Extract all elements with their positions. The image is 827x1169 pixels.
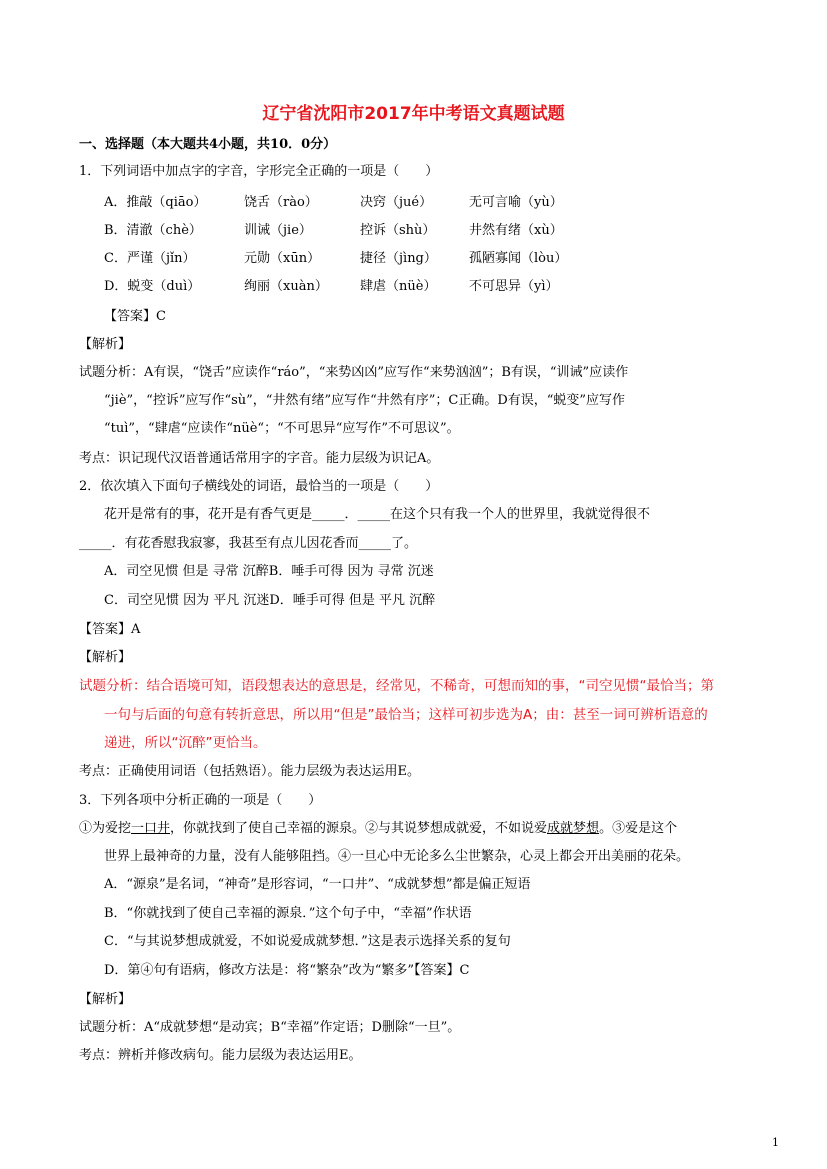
q1-option-a-1: A．推敲（qiāo） xyxy=(104,195,207,210)
q3-underlined-phrase: 成就梦想 xyxy=(547,821,600,836)
q1-option-c-3: 捷径（jìng） xyxy=(360,251,437,266)
q2-analysis-line-3: 递进，所以“沉醉”更恰当。 xyxy=(104,735,267,751)
q1-option-c-1: C．严谨（jǐn） xyxy=(104,251,196,266)
q3-option-a: A．“源泉”是名词，“神奇”是形容词，“一口井”、“成就梦想”都是偏正短语 xyxy=(104,877,531,892)
q1-option-d-2: 绚丽（xuàn） xyxy=(244,279,328,294)
q1-analysis-line-2: “jiè”，“控诉”应写作“sù”，“井然有绪”应写作“井然有序”；C正确。D有误，“蜕变”应写作 xyxy=(104,393,626,408)
q3-passage-line-1 xyxy=(79,820,677,838)
q1-option-a-3: 决窍（jué） xyxy=(360,195,433,210)
q1-option-b-4: 井然有绪（xù） xyxy=(469,223,563,238)
q1-option-d-1: D．蜕变（duì） xyxy=(104,279,201,294)
q3-option-d: D．第④句有语病，修改方法是：将“繁杂”改为“繁多”【答案】C xyxy=(104,963,470,978)
q1-answer: 【答案】C xyxy=(104,309,166,324)
q2-options-ab: A．司空见惯 但是 寻常 沉醉B．唾手可得 因为 寻常 沉迷 xyxy=(104,564,434,579)
q2-passage-line-1: 花开是常有的事，花开是有香气更是_____．_____在这个只有我一个人的世界里，我就觉得很不 xyxy=(104,507,651,522)
q2-passage-line-2: _____．有花香慰我寂寥，我甚至有点儿因花香而_____了。 xyxy=(79,536,418,551)
q3-passage-text: ①为爱挖 xyxy=(79,821,132,836)
q1-option-b-3: 控诉（shù） xyxy=(360,223,436,238)
q2-analysis-line-1: 试题分析：结合语境可知，语段想表达的意思是，经常见，不稀奇，可想而知的事，“司空见惯“最恰当；第 xyxy=(79,678,714,694)
q1-option-b-1: B．清澈（chè） xyxy=(104,223,202,238)
q2-point: 考点：正确使用词语（包括熟语）。能力层级为表达运用E。 xyxy=(79,764,420,779)
q3-underlined-phrase: 一口井 xyxy=(131,821,171,836)
q3-stem: 3．下列各项中分析正确的一项是（ ） xyxy=(79,793,322,808)
q1-option-c-2: 元勋（xūn） xyxy=(244,251,321,266)
page-number: 1 xyxy=(772,1136,779,1149)
q3-point: 考点：辨析并修改病句。能力层级为表达运用E。 xyxy=(79,1048,362,1063)
q2-analysis-line-2: 一句与后面的句意有转折意思，所以用“但是”最恰当；这样可初步选为A；由：甚至一词可辨析语意的 xyxy=(104,707,708,723)
q2-options-cd: C．司空见惯 因为 平凡 沉迷D．唾手可得 但是 平凡 沉醉 xyxy=(104,593,436,608)
q1-option-a-4: 无可言喻（yù） xyxy=(469,195,563,210)
page-title: 辽宁省沈阳市2017年中考语文真题试题 xyxy=(262,104,565,124)
q3-passage-text: ，你就找到了使自己幸福的源泉。②与其说梦想成就爱，不如说爱 xyxy=(170,821,548,836)
q3-option-c: C．“与其说梦想成就爱，不如说爱成就梦想．”这是表示选择关系的复句 xyxy=(104,934,511,949)
q2-answer: 【答案】A xyxy=(79,622,141,637)
q3-passage-line-2: 世界上最神奇的力量，没有人能够阻挡。④一旦心中无论多么尘世繁杂，心灵上都会开出美丽的花朵。 xyxy=(104,849,690,864)
q1-option-c-4: 孤陋寡闻（lòu） xyxy=(469,251,568,266)
q1-option-a-2: 饶舌（rào） xyxy=(244,195,318,210)
q1-analysis-line-1: 试题分析：A有误，“饶舌”应读作“ráo”，“来势凶凶”应写作“来势汹汹”；B有误，“训诫”应读作 xyxy=(79,365,629,380)
q3-passage-text: 。③爱是这个 xyxy=(599,821,678,836)
q1-option-d-3: 肆虐（nüè） xyxy=(360,279,437,294)
q2-analysis-label: 【解析】 xyxy=(79,650,132,665)
q1-analysis-label: 【解析】 xyxy=(79,337,132,352)
q2-stem: 2．依次填入下面句子横线处的词语，最恰当的一项是（ ） xyxy=(79,479,439,494)
q3-analysis: 试题分析：A“成就梦想“是动宾；B“幸福”作定语；D删除“一旦”。 xyxy=(79,1020,461,1035)
q1-stem: 1．下列词语中加点字的字音，字形完全正确的一项是（ ） xyxy=(79,164,439,179)
section-heading: 一、选择题（本大题共4小题，共10．0分） xyxy=(79,137,337,152)
q1-analysis-line-3: “tuì”，“肆虐“应读作“nüè“；“不可思异“应写作”不可思议”。 xyxy=(104,421,460,436)
q3-analysis-label: 【解析】 xyxy=(79,992,132,1007)
q1-option-d-4: 不可思异（yì） xyxy=(469,279,559,294)
q1-point: 考点：识记现代汉语普通话常用字的字音。能力层级为识记A。 xyxy=(79,451,440,466)
q3-option-b: B．“你就找到了使自己幸福的源泉．”这个句子中，“幸福”作状语 xyxy=(104,906,472,921)
q1-option-b-2: 训诫（jie） xyxy=(244,223,312,238)
